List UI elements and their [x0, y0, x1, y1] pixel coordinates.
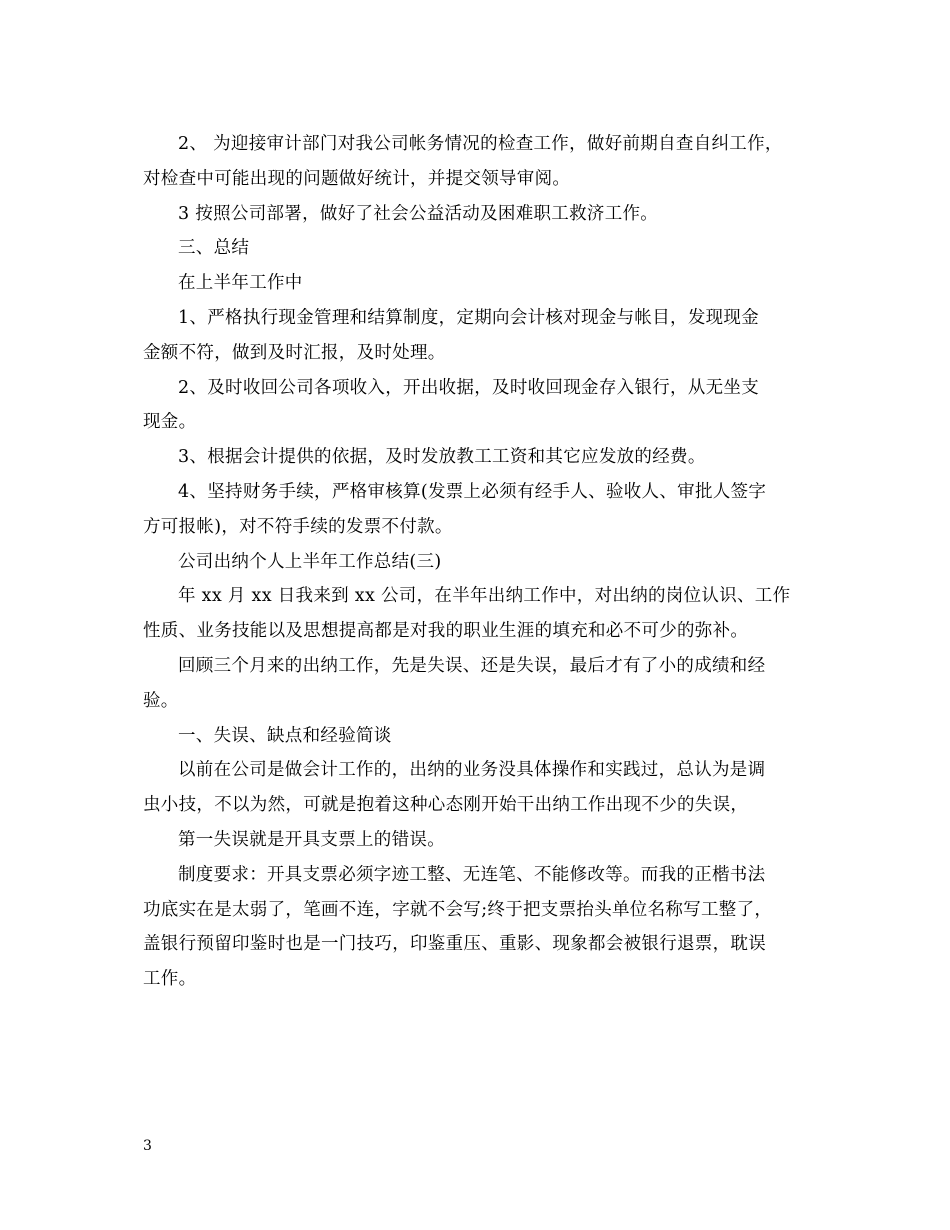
paragraph-11-line-2: 验。 — [143, 690, 179, 711]
subtitle-report-three — [143, 545, 808, 580]
paragraph-1-line-1: 2、 为迎接审计部门对我公司帐务情况的检查工作，做好前期自查自纠工作， — [178, 134, 783, 154]
paragraph-1 — [143, 127, 808, 197]
paragraph-4-line-1: 在上半年工作中 — [178, 273, 303, 294]
paragraph-9-line-1: 公司出纳个人上半年工作总结(三) — [178, 551, 442, 572]
section-heading-summary — [143, 231, 808, 266]
document-body — [143, 127, 808, 997]
paragraph-13-line-1: 以前在公司是做会计工作的，出纳的业务没具体操作和实践过，总认为是调 — [178, 760, 766, 781]
paragraph-2-line-1: 3 按照公司部署，做好了社会公益活动及困难职工救济工作。 — [178, 203, 659, 224]
paragraph-15-line-4: 工作。 — [143, 969, 197, 990]
paragraph-12-line-1: 一、失误、缺点和经验简谈 — [178, 725, 392, 746]
paragraph-8 — [143, 475, 808, 545]
paragraph-15 — [143, 858, 808, 997]
paragraph-11-line-1: 回顾三个月来的出纳工作，先是失误、还是失误，最后才有了小的成绩和经 — [178, 655, 766, 676]
paragraph-10-line-1: 年 xx 月 xx 日我来到 xx 公司，在半年出纳工作中，对出纳的岗位认识、工作 — [178, 586, 791, 607]
paragraph-3-line-1: 三、总结 — [178, 238, 250, 259]
paragraph-8-line-2: 方可报帐)，对不符手续的发票不付款。 — [143, 516, 453, 537]
paragraph-10 — [143, 579, 808, 649]
paragraph-13 — [143, 753, 808, 823]
paragraph-8-line-1: 4、坚持财务手续，严格审核算(发票上必须有经手人、验收人、审批人签字 — [178, 481, 767, 502]
paragraph-7-line-1: 3、根据会计提供的依据，及时发放教工工资和其它应发放的经费。 — [178, 447, 706, 468]
paragraph-6 — [143, 371, 808, 441]
paragraph-13-line-2: 虫小技，不以为然，可就是抱着这种心态刚开始干出纳工作出现不少的失误， — [143, 795, 749, 816]
paragraph-14 — [143, 823, 808, 858]
paragraph-5 — [143, 301, 808, 371]
paragraph-15-line-3: 盖银行预留印鉴时也是一门技巧，印鉴重压、重影、现象都会被银行退票，耽误 — [143, 934, 766, 955]
paragraph-1-line-2: 对检查中可能出现的问题做好统计，并提交领导审阅。 — [143, 168, 571, 189]
page-number: 3 — [143, 1138, 152, 1154]
paragraph-10-line-2: 性质、业务技能以及思想提高都是对我的职业生涯的填充和必不可少的弥补。 — [143, 621, 749, 642]
paragraph-7 — [143, 440, 808, 475]
paragraph-15-line-2: 功底实在是太弱了，笔画不连，字就不会写;终于把支票抬头单位名称写工整了， — [143, 899, 773, 920]
paragraph-5-line-1: 1、严格执行现金管理和结算制度，定期向会计核对现金与帐目，发现现金 — [178, 307, 760, 328]
paragraph-4 — [143, 266, 808, 301]
paragraph-5-line-2: 金额不符，做到及时汇报，及时处理。 — [143, 342, 446, 363]
paragraph-2 — [143, 197, 808, 232]
section-heading-mistakes — [143, 719, 808, 754]
paragraph-11 — [143, 649, 808, 719]
paragraph-15-line-1: 制度要求：开具支票必须字迹工整、无连笔、不能修改等。而我的正楷书法 — [178, 864, 766, 885]
paragraph-14-line-1: 第一失误就是开具支票上的错误。 — [178, 829, 445, 850]
paragraph-6-line-2: 现金。 — [143, 412, 197, 433]
paragraph-6-line-1: 2、及时收回公司各项收入，开出收据，及时收回现金存入银行，从无坐支 — [178, 377, 760, 398]
